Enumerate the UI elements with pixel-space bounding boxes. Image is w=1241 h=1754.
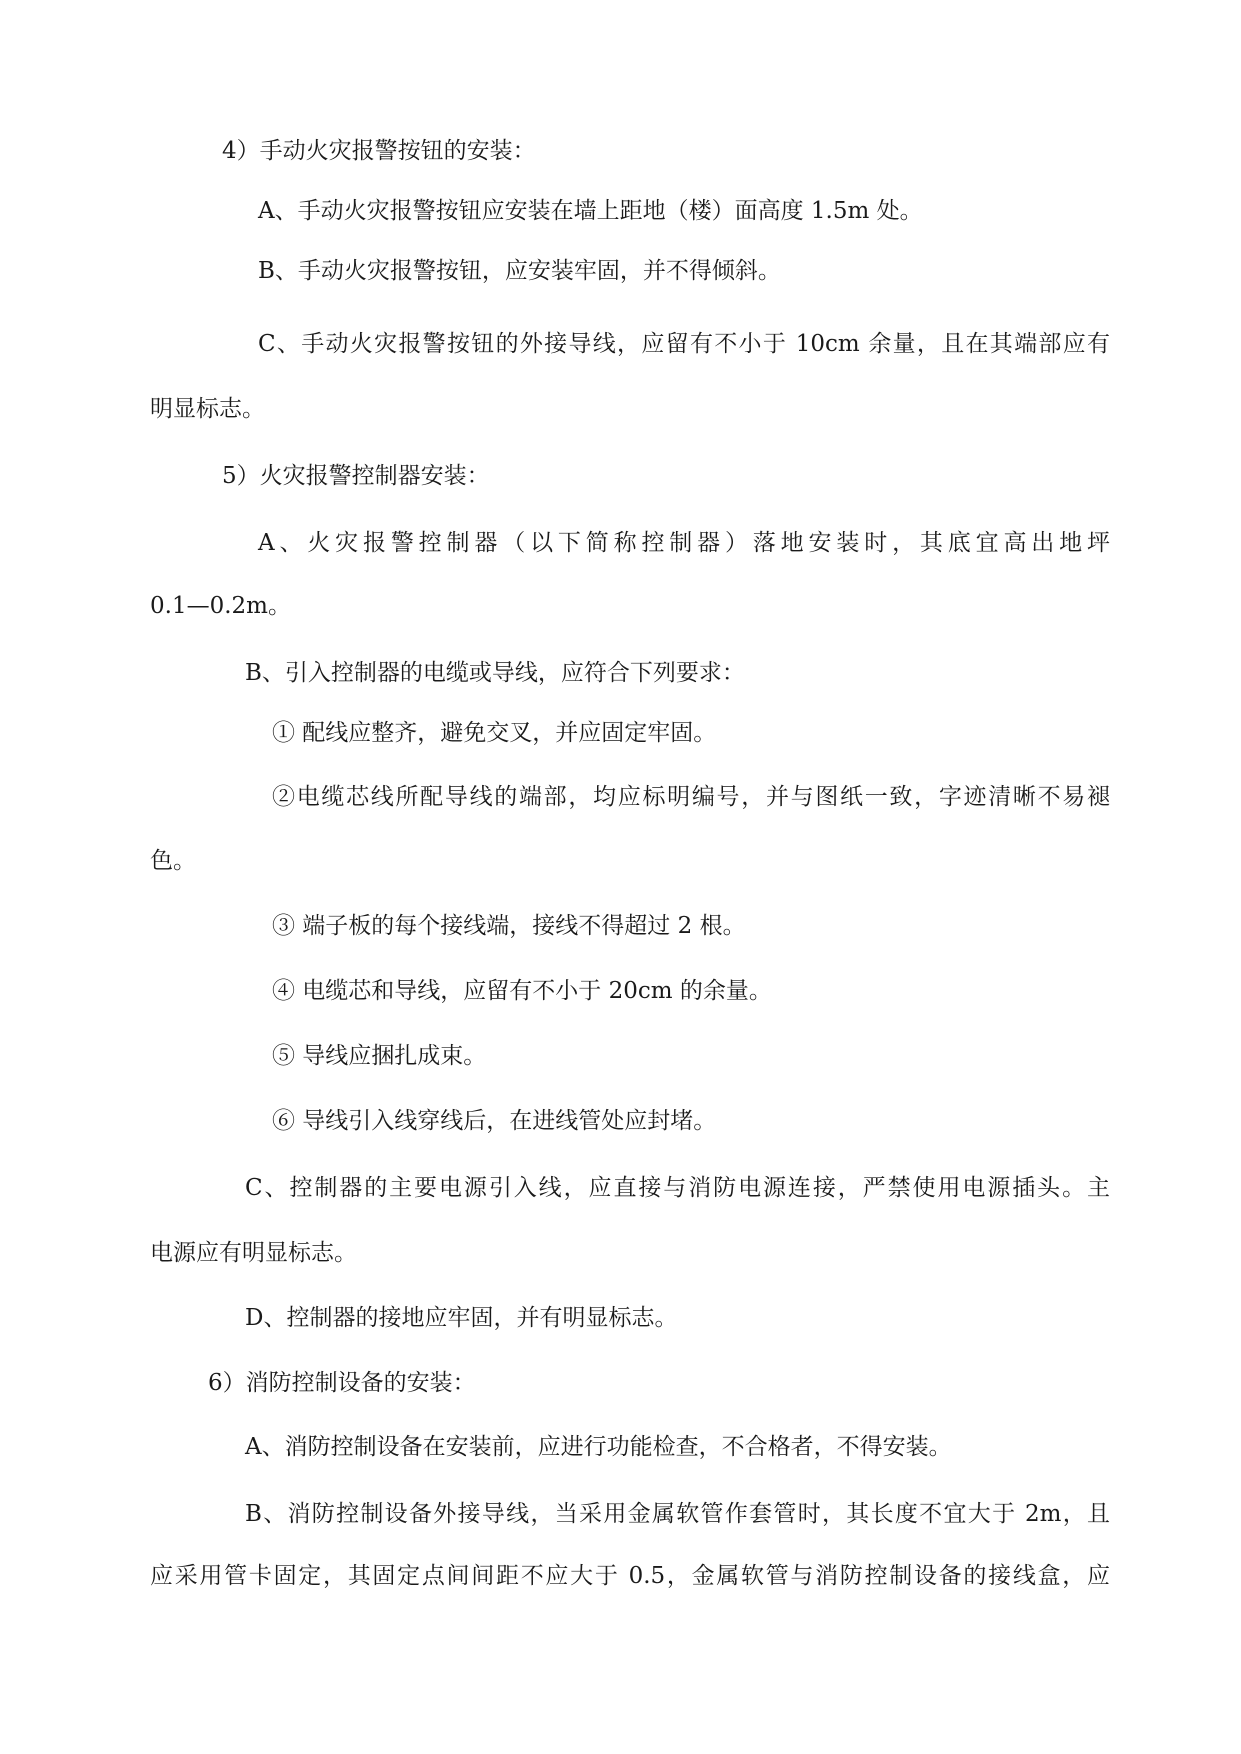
paragraph-line: A、消防控制设备在安装前，应进行功能检查，不合格者，不得安装。 — [245, 1434, 952, 1460]
paragraph-line: A、手动火灾报警按钮应安装在墙上距地（楼）面高度 1.5m 处。 — [258, 198, 923, 224]
paragraph-line: C、手动火灾报警按钮的外接导线，应留有不小于 10cm 余量，且在其端部应有 — [258, 331, 1110, 357]
paragraph-line: C、控制器的主要电源引入线，应直接与消防电源连接，严禁使用电源插头。主 — [245, 1175, 1110, 1201]
heading-fire-control-equipment: 6）消防控制设备的安装： — [208, 1370, 476, 1396]
paragraph-line: 应采用管卡固定，其固定点间间距不应大于 0.5，金属软管与消防控制设备的接线盒，应 — [150, 1563, 1110, 1589]
paragraph-line: 电源应有明显标志。 — [150, 1240, 357, 1266]
paragraph-line: B、手动火灾报警按钮，应安装牢固，并不得倾斜。 — [258, 258, 781, 284]
paragraph-line: 明显标志。 — [150, 396, 265, 422]
heading-alarm-controller: 5）火灾报警控制器安装： — [222, 463, 490, 489]
paragraph-line: B、消防控制设备外接导线，当采用金属软管作套管时，其长度不宜大于 2m，且 — [245, 1501, 1110, 1527]
paragraph-line: A、火灾报警控制器（以下简称控制器）落地安装时，其底宜高出地坪 — [258, 530, 1110, 556]
heading-manual-alarm-button: 4）手动火灾报警按钮的安装： — [222, 138, 536, 164]
list-item: ③ 端子板的每个接线端，接线不得超过 2 根。 — [272, 913, 746, 939]
paragraph-line: 0.1—0.2m。 — [150, 593, 291, 619]
list-item: ⑤ 导线应捆扎成束。 — [272, 1043, 487, 1069]
paragraph-line: 色。 — [150, 848, 196, 874]
paragraph-line: D、控制器的接地应牢固，并有明显标志。 — [245, 1305, 678, 1331]
paragraph-line: B、引入控制器的电缆或导线，应符合下列要求： — [245, 660, 745, 686]
list-item: ②电缆芯线所配导线的端部，均应标明编号，并与图纸一致，字迹清晰不易褪 — [272, 784, 1110, 810]
list-item: ④ 电缆芯和导线，应留有不小于 20cm 的余量。 — [272, 978, 772, 1004]
list-item: ① 配线应整齐，避免交叉，并应固定牢固。 — [272, 720, 717, 746]
list-item: ⑥ 导线引入线穿线后，在进线管处应封堵。 — [272, 1108, 717, 1134]
